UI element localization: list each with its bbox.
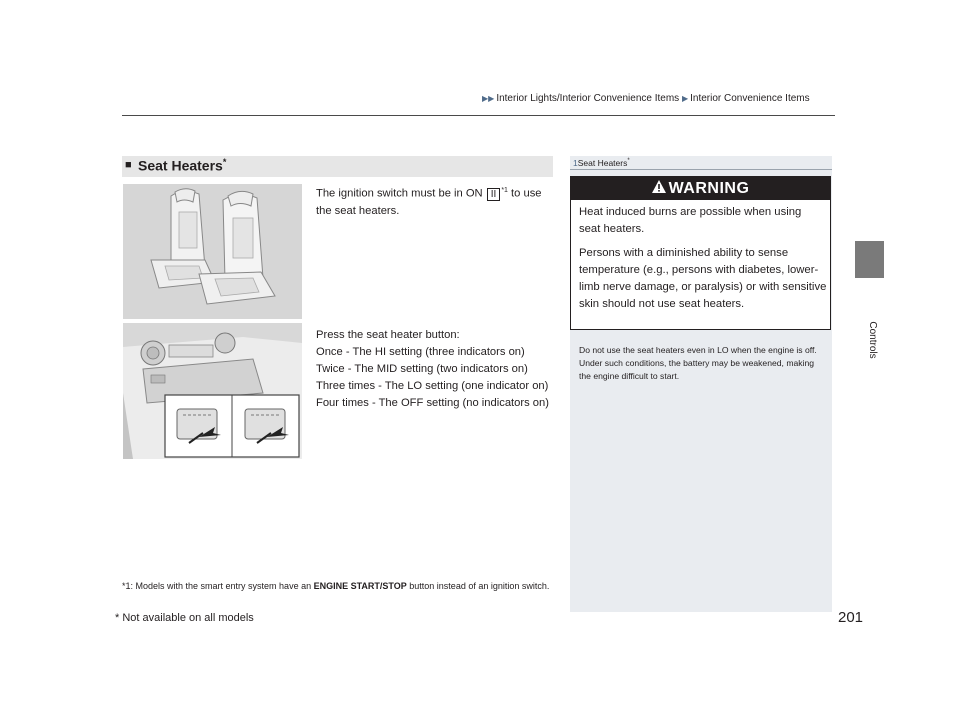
section-title: Seat Heaters* — [138, 157, 227, 174]
breadcrumb — [482, 93, 810, 104]
instruction-step: Four times - The OFF setting (no indicators on) — [316, 397, 549, 409]
breadcrumb-item[interactable]: Interior Convenience Items — [690, 93, 810, 104]
warning-text: Heat induced burns are possible when using seat heaters. — [579, 206, 802, 235]
instructions-intro: Press the seat heater button: — [316, 329, 460, 341]
console-illustration — [123, 323, 302, 459]
warning-text: Persons with a diminished ability to sense temperature (e.g., persons with diabetes, lower-limb nerve damage, or paralysis) or with sensitive skin should not use seat heaters. — [579, 247, 827, 310]
instruction-step: Once - The HI setting (three indicators on) — [316, 346, 525, 358]
sidebar-divider — [570, 169, 832, 170]
breadcrumb-arrow-icon: ▶ — [681, 94, 689, 103]
ignition-instruction: The ignition switch must be in ON II $^{*1}$ to use the seat heaters. — [316, 187, 542, 217]
button-instructions — [316, 327, 561, 412]
square-bullet-icon: ■ — [125, 159, 132, 171]
ignition-position-key: II — [487, 188, 501, 201]
warning-label: WARNING — [668, 180, 750, 197]
availability-note: * Not available on all models — [115, 612, 254, 624]
chapter-tab[interactable] — [855, 241, 884, 278]
warning-triangle-icon — [652, 177, 666, 200]
seat-illustration — [123, 184, 302, 319]
footnote-ref: *1 — [501, 187, 508, 194]
instruction-step: Twice - The MID setting (two indicators on) — [316, 363, 528, 375]
breadcrumb-arrow-icon: ▶▶ — [482, 94, 495, 103]
warning-header — [571, 177, 830, 200]
breadcrumb-item[interactable]: Interior Lights/Interior Convenience Items — [496, 93, 680, 104]
sidebar-title: 1Seat Heaters* — [573, 158, 630, 168]
chapter-tab-label: Controls — [867, 321, 878, 359]
instruction-step: Three times - The LO setting (one indicator on) — [316, 380, 549, 392]
footnote: *1: Models with the smart entry system have an ENGINE START/STOP button instead of an ignition switch. — [122, 581, 550, 591]
sidebar-note: Do not use the seat heaters even in LO when the engine is off. Under such conditions, the battery may be weakened, making the engine difficult to start. — [579, 345, 817, 381]
reference-marker: 1 — [573, 158, 578, 168]
header-divider — [122, 115, 835, 116]
section-heading — [122, 156, 553, 177]
page-number: 201 — [838, 609, 864, 626]
